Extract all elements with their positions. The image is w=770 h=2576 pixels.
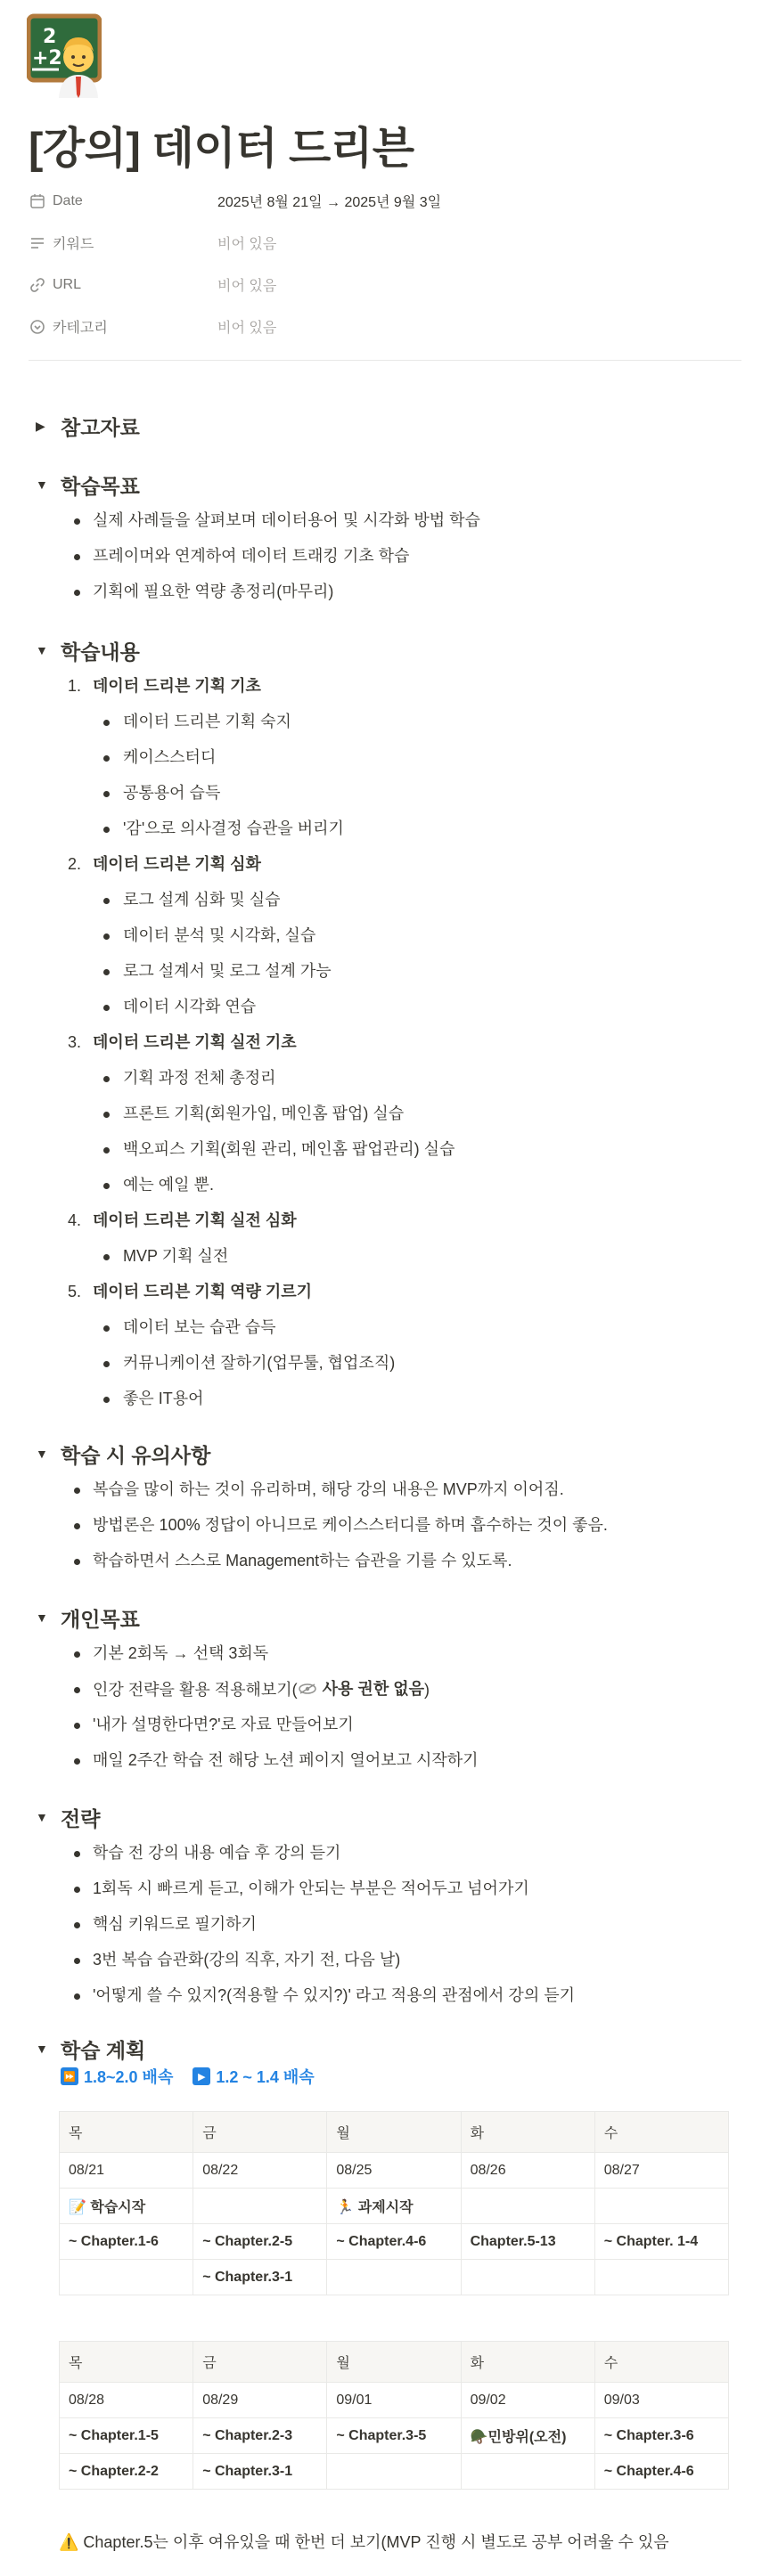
list-item: MVP 기획 실전	[29, 1238, 741, 1274]
properties-panel	[29, 180, 741, 347]
table-cell[interactable]	[594, 2260, 728, 2295]
page-title[interactable]: [강의] 데이터 드리븐	[29, 125, 414, 173]
table-cell[interactable]: 목	[60, 2342, 193, 2383]
properties-divider	[29, 360, 741, 361]
numbered-item: 4. 데이터 드리븐 기획 실전 심화	[68, 1211, 297, 1229]
table-cell[interactable]: 🏃 과제시작	[327, 2189, 461, 2224]
toggle-study-plan[interactable]	[29, 2034, 741, 2063]
badge-fast: ⏩ 1.8~2.0 배속	[61, 2065, 173, 2088]
list-item: 3번 복습 습관화(강의 직후, 자기 전, 다음 날)	[29, 1942, 741, 1977]
table-cell[interactable]: ~ Chapter.2-2	[60, 2454, 193, 2490]
list-item: 학습하면서 스스로 Management하는 습관을 기를 수 있도록.	[29, 1543, 741, 1578]
list-item: '어떻게 쓸 수 있지?(적용할 수 있지?)' 라고 적용의 관점에서 강의 듣기	[29, 1977, 741, 2013]
table-cell[interactable]	[60, 2260, 193, 2295]
play-icon: ▶	[192, 2067, 210, 2085]
no-permission-mention[interactable]: 사용 권한 없음	[298, 1671, 424, 1707]
list-item: 복습을 많이 하는 것이 유리하며, 해당 강의 내용은 MVP까지 이어짐.	[29, 1471, 741, 1507]
list-item: 좋은 IT용어	[29, 1381, 741, 1416]
list-item: 기본 2회독 → 선택 3회독	[29, 1635, 741, 1671]
table-cell[interactable]: ~ Chapter.3-5	[327, 2418, 461, 2454]
table-row	[60, 2418, 729, 2454]
table-cell[interactable]: 08/22	[193, 2153, 327, 2189]
list-item: '내가 설명한다면?'로 자료 만들어보기	[29, 1707, 741, 1742]
property-date[interactable]	[29, 180, 741, 222]
numbered-item: 1. 데이터 드리븐 기획 기초	[68, 677, 261, 695]
property-value-date[interactable]: 2025년 8월 21일 → 2025년 9월 3일	[217, 195, 442, 210]
property-key-url: URL	[53, 276, 82, 292]
toggle-expanded-icon[interactable]: ▼	[36, 643, 48, 657]
section-title: 개인목표	[61, 1607, 140, 1631]
table-cell[interactable]: 09/03	[594, 2383, 728, 2418]
table-cell[interactable]: 수	[594, 2112, 728, 2153]
toggle-expanded-icon[interactable]: ▼	[36, 1610, 48, 1625]
table-cell[interactable]: ~ Chapter.3-1	[193, 2260, 327, 2295]
section-title: 학습 시 유의사항	[61, 1443, 211, 1467]
table-cell[interactable]: 09/02	[461, 2383, 594, 2418]
table-cell[interactable]	[193, 2189, 327, 2224]
list-item: 매일 2주간 학습 전 해당 노션 페이지 열어보고 시작하기	[29, 1742, 741, 1778]
list-item: 예는 예일 뿐.	[29, 1167, 741, 1202]
property-key-category: 카테고리	[53, 321, 108, 336]
table-cell[interactable]: 08/21	[60, 2153, 193, 2189]
list-item: 케이스스터디	[29, 739, 741, 775]
plan-table-week2[interactable]	[59, 2341, 729, 2490]
list-item: '감'으로 의사결정 습관을 버리기	[29, 811, 741, 846]
property-category[interactable]	[29, 306, 741, 347]
list-item: 핵심 키워드로 필기하기	[29, 1906, 741, 1942]
table-cell[interactable]: 09/01	[327, 2383, 461, 2418]
list-item: 방법론은 100% 정답이 아니므로 케이스스터디를 하며 흡수하는 것이 좋음.	[29, 1507, 741, 1543]
table-cell[interactable]: ~ Chapter. 1-4	[594, 2224, 728, 2260]
list-item: 데이터 분석 및 시각화, 실습	[29, 917, 741, 953]
table-cell[interactable]: 금	[193, 2112, 327, 2153]
table-date-row	[60, 2153, 729, 2189]
table-cell[interactable]: 📝 학습시작	[60, 2189, 193, 2224]
table-cell[interactable]: Chapter.5-13	[461, 2224, 594, 2260]
table-cell[interactable]: 화	[461, 2342, 594, 2383]
toggle-personal-goals[interactable]	[29, 1603, 741, 1778]
table-cell[interactable]: 금	[193, 2342, 327, 2383]
list-item: 공통용어 습득	[29, 775, 741, 811]
select-circle-icon	[29, 318, 46, 336]
table-row	[60, 2224, 729, 2260]
badge-normal: ▶ 1.2 ~ 1.4 배속	[192, 2065, 314, 2088]
toggle-expanded-icon[interactable]: ▼	[36, 477, 48, 492]
table-cell[interactable]: ~ Chapter.1-5	[60, 2418, 193, 2454]
table-cell[interactable]: 월	[327, 2342, 461, 2383]
table-header-row	[60, 2112, 729, 2153]
toggle-expanded-icon[interactable]: ▼	[36, 2042, 48, 2056]
table-cell[interactable]: 08/25	[327, 2153, 461, 2189]
property-value-url[interactable]: 비어 있음	[217, 279, 277, 294]
calendar-icon	[29, 192, 46, 210]
property-value-category[interactable]: 비어 있음	[217, 321, 277, 336]
table-cell[interactable]: ~ Chapter.2-3	[193, 2418, 327, 2454]
text-lines-icon	[29, 234, 46, 252]
table-cell[interactable]: 🪖민방위(오전)	[461, 2418, 594, 2454]
property-key-date: Date	[53, 192, 83, 208]
list-item: 프레이머와 연계하여 데이터 트래킹 기초 학습	[29, 538, 741, 574]
teacher-emoji-icon	[27, 12, 102, 98]
list-item: 로그 설계서 및 로그 설계 가능	[29, 953, 741, 989]
table-header-row	[60, 2342, 729, 2383]
list-item: 데이터 시각화 연습	[29, 989, 741, 1024]
list-item: 백오피스 기획(회원 관리, 메인홈 팝업관리) 실습	[29, 1131, 741, 1167]
property-url[interactable]	[29, 264, 741, 306]
toggle-references[interactable]	[29, 412, 741, 440]
list-item: 프론트 기획(회원가입, 메인홈 팝업) 실습	[29, 1096, 741, 1131]
table-cell[interactable]: ~ Chapter.2-5	[193, 2224, 327, 2260]
table-cell[interactable]: 월	[327, 2112, 461, 2153]
table-row	[60, 2260, 729, 2295]
table-cell[interactable]: 목	[60, 2112, 193, 2153]
table-cell[interactable]: ~ Chapter.4-6	[327, 2224, 461, 2260]
eye-slash-icon	[298, 1683, 317, 1695]
list-item: 기획에 필요한 역량 총정리(마무리)	[29, 574, 741, 609]
table-cell[interactable]: 08/27	[594, 2153, 728, 2189]
svg-text:2: 2	[43, 26, 57, 48]
toggle-collapsed-icon[interactable]: ▶	[36, 418, 45, 433]
property-keyword[interactable]	[29, 222, 741, 264]
toggle-strategy[interactable]	[29, 1803, 741, 2013]
list-item: 데이터 보는 습관 습득	[29, 1309, 741, 1345]
table-cell[interactable]	[461, 2260, 594, 2295]
section-title: 참고자료	[61, 415, 140, 439]
toggle-contents[interactable]	[29, 636, 741, 1416]
list-item: 학습 전 강의 내용 예습 후 강의 듣기	[29, 1835, 741, 1871]
table-cell[interactable]	[594, 2189, 728, 2224]
table-cell[interactable]	[327, 2260, 461, 2295]
table-cell[interactable]: 08/29	[193, 2383, 327, 2418]
list-item: 1회독 시 빠르게 듣고, 이해가 안되는 부분은 적어두고 넘어가기	[29, 1871, 741, 1906]
table-cell[interactable]	[461, 2189, 594, 2224]
fast-forward-icon: ⏩	[61, 2067, 78, 2085]
numbered-item: 2. 데이터 드리븐 기획 심화	[68, 855, 261, 873]
warning-note: ⚠️ Chapter.5는 이후 여유있을 때 한번 더 보기(MVP 진행 시 별도로 공부 어려울 수 있음	[59, 2533, 669, 2551]
table-cell[interactable]: ~ Chapter.3-1	[193, 2454, 327, 2490]
table-cell[interactable]: ~ Chapter.1-6	[60, 2224, 193, 2260]
section-title: 학습내용	[61, 640, 140, 664]
plan-table-week1[interactable]	[59, 2111, 729, 2295]
toggle-expanded-icon[interactable]: ▼	[36, 1447, 48, 1461]
page-icon-teacher[interactable]	[27, 12, 102, 98]
svg-text:+2: +2	[32, 47, 62, 69]
table-cell[interactable]: 수	[594, 2342, 728, 2383]
section-title: 학습 계획	[61, 2038, 146, 2062]
list-item: 기획 과정 전체 총정리	[29, 1060, 741, 1096]
toggle-expanded-icon[interactable]: ▼	[36, 1810, 48, 1824]
table-cell[interactable]: ~ Chapter.3-6	[594, 2418, 728, 2454]
table-cell[interactable]: 08/26	[461, 2153, 594, 2189]
table-cell[interactable]: 화	[461, 2112, 594, 2153]
section-title: 학습목표	[61, 474, 140, 498]
numbered-item: 3. 데이터 드리븐 기획 실전 기초	[68, 1033, 297, 1051]
table-cell[interactable]: ~ Chapter.4-6	[594, 2454, 728, 2490]
table-row	[60, 2189, 729, 2224]
table-cell[interactable]: 08/28	[60, 2383, 193, 2418]
table-row	[60, 2454, 729, 2490]
speed-badges	[61, 2065, 315, 2088]
section-title: 전략	[61, 1806, 101, 1830]
numbered-item: 5. 데이터 드리븐 기획 역량 기르기	[68, 1283, 313, 1300]
table-date-row	[60, 2383, 729, 2418]
property-value-keyword[interactable]: 비어 있음	[217, 237, 277, 252]
link-icon	[29, 276, 46, 294]
property-key-keyword: 키워드	[53, 237, 94, 252]
table-cell[interactable]	[461, 2454, 594, 2490]
list-item: 인강 전략을 활용 적용해보기( 사용 권한 없음 )	[29, 1671, 741, 1707]
toggle-cautions[interactable]	[29, 1439, 741, 1578]
list-item: 실제 사례들을 살펴보며 데이터용어 및 시각화 방법 학습	[29, 502, 741, 538]
list-item: 데이터 드리븐 기획 숙지	[29, 704, 741, 739]
toggle-goals[interactable]	[29, 470, 741, 609]
table-cell[interactable]	[327, 2454, 461, 2490]
list-item: 로그 설계 심화 및 실습	[29, 882, 741, 917]
list-item: 커뮤니케이션 잘하기(업무툴, 협업조직)	[29, 1345, 741, 1381]
